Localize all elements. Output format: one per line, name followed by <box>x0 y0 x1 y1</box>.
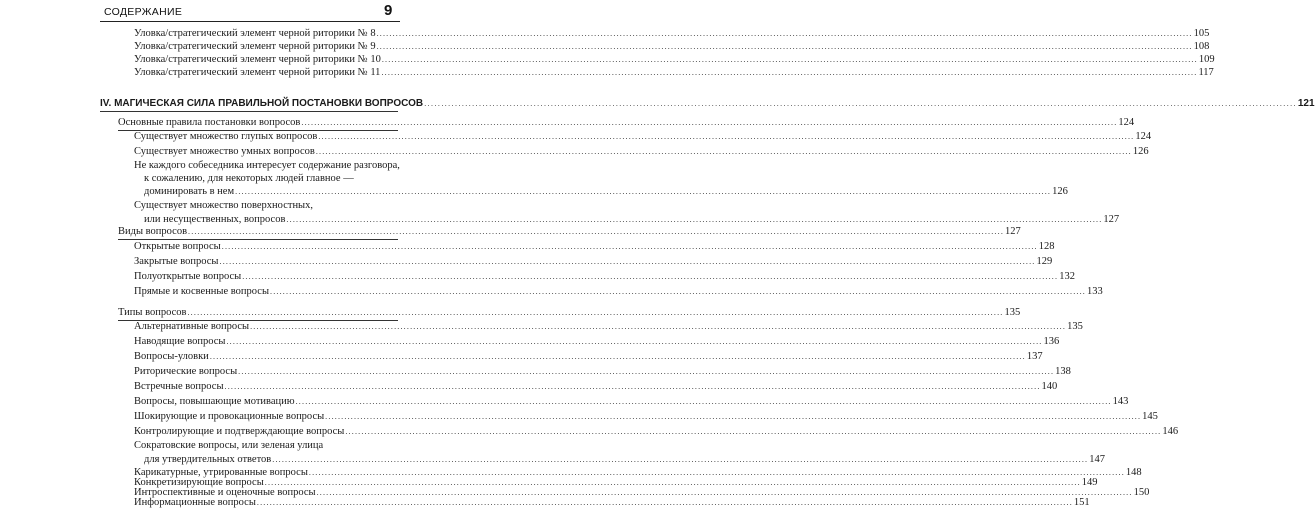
toc-entry-title: Полуоткрытые вопросы <box>134 271 242 282</box>
toc-entry-title: Типы вопросов <box>118 307 187 318</box>
leader-dots <box>382 53 1198 66</box>
toc-entry-line: доминировать в нем <box>144 186 235 197</box>
toc-entry-page: 147 <box>1089 453 1105 465</box>
leader-dots <box>272 453 1088 466</box>
leader-dots <box>226 335 1042 348</box>
toc-entry[interactable] <box>134 425 1179 439</box>
toc-entry-page: 109 <box>1198 54 1215 65</box>
toc-entry-title: Уловка/стратегический элемент черной риторики № 9 <box>134 41 376 52</box>
leader-dots <box>238 365 1054 378</box>
toc-entry-title: Вопросы, повышающие мотивацию <box>134 396 295 407</box>
toc-entry-page: 148 <box>1125 467 1142 478</box>
toc-chapter-title: IV. МАГИЧЕСКАЯ СИЛА ПРАВИЛЬНОЙ ПОСТАНОВКИ ВОПРОСОВ <box>100 98 424 109</box>
leader-dots <box>377 27 1193 40</box>
toc-entry-line: для утвердительных ответов <box>144 453 272 465</box>
leader-dots <box>337 499 398 500</box>
toc-entry-page: 105 <box>1193 28 1210 39</box>
toc-entry-title: Интроспективные и оценочные вопросы <box>134 487 316 498</box>
toc-entry-page: 132 <box>1059 271 1075 282</box>
toc-entry-page: 149 <box>1081 477 1098 488</box>
toc-entry-page: 143 <box>1112 396 1129 407</box>
toc-entry-page: 137 <box>1026 351 1043 362</box>
leader-dots <box>286 213 1102 226</box>
leader-dots <box>250 320 1066 333</box>
toc-entry-title: Встречные вопросы <box>134 381 224 392</box>
toc-entry-page: 133 <box>1087 286 1103 297</box>
toc-section[interactable] <box>118 306 1021 320</box>
toc-entry[interactable] <box>134 66 1214 80</box>
leader-dots <box>242 270 1058 283</box>
toc-entry-line: к сожалению, для некоторых людей главное — <box>144 172 354 184</box>
toc-chapter-heading[interactable] <box>100 97 1315 111</box>
toc-entry-title: Уловка/стратегический элемент черной риторики № 8 <box>134 28 376 39</box>
leader-dots <box>270 285 1086 298</box>
toc-entry-line: или несущественных, вопросов <box>144 213 286 225</box>
toc-entry-page: 138 <box>1055 366 1071 377</box>
leader-dots <box>188 225 1004 238</box>
toc-entry-title: Основные правила постановки вопросов <box>118 117 301 128</box>
toc-entry-title: Уловка/стратегический элемент черной риторики № 10 <box>134 54 381 65</box>
toc-entry-page: 126 <box>1052 186 1068 197</box>
toc-entry-title <box>134 499 336 500</box>
toc-entry[interactable] <box>134 380 1058 394</box>
toc-entry-page: 127 <box>1005 226 1021 237</box>
toc-entry-title: Прямые и косвенные вопросы <box>134 286 269 297</box>
header-divider <box>100 21 400 22</box>
toc-entry-title: Существует множество умных вопросов <box>134 146 315 157</box>
toc-entry-title: Альтернативные вопросы <box>134 321 250 332</box>
leader-dots <box>316 145 1132 158</box>
chapter-rule <box>100 111 398 112</box>
toc-entry[interactable] <box>134 285 1103 299</box>
toc-entry-page: 127 <box>1103 213 1120 225</box>
toc-entry[interactable] <box>134 350 1043 364</box>
toc-entry-title: Уловка/стратегический элемент черной риторики № 11 <box>134 67 381 78</box>
toc-entry-line: Сократовские вопросы, или зеленая улица <box>134 440 324 451</box>
leader-dots <box>220 255 1036 268</box>
toc-entry-page: 135 <box>1067 321 1083 332</box>
toc-entry[interactable] <box>134 255 1053 269</box>
toc-entry[interactable] <box>134 365 1071 379</box>
leader-dots <box>424 97 1297 110</box>
leader-dots <box>235 185 1051 198</box>
toc-entry-multiline[interactable] <box>134 160 1068 198</box>
toc-entry[interactable] <box>134 320 1083 334</box>
leader-dots <box>257 496 1073 509</box>
leader-dots <box>318 130 1134 143</box>
leader-dots <box>187 306 1003 319</box>
toc-entry-line: Не каждого собеседника интересует содержание разговора, <box>134 160 400 171</box>
toc-entry[interactable] <box>134 410 1158 424</box>
toc-entry-title: Карикатурные, утрированные вопросы <box>134 467 308 478</box>
toc-entry-title: Риторические вопросы <box>134 366 238 377</box>
toc-entry[interactable] <box>134 335 1060 349</box>
toc-entry-title: Существует множество глупых вопросов <box>134 131 318 142</box>
toc-entry-page: 117 <box>1198 67 1214 78</box>
toc-entry-title: Шокирующие и провокационные вопросы <box>134 411 325 422</box>
toc-chapter-page: 121 <box>1297 98 1315 109</box>
toc-entry-title: Закрытые вопросы <box>134 256 219 267</box>
toc-entry[interactable] <box>134 27 1210 41</box>
page-number: 9 <box>384 2 393 19</box>
toc-entry-page: 129 <box>1036 256 1053 267</box>
toc-section[interactable] <box>118 225 1021 239</box>
leader-dots <box>296 395 1112 408</box>
toc-entry-page: 124 <box>1118 117 1135 128</box>
leader-dots <box>325 410 1141 423</box>
toc-entry-page: 108 <box>1193 41 1210 52</box>
toc-entry[interactable] <box>134 395 1129 409</box>
leader-dots <box>345 425 1161 438</box>
leader-dots <box>225 380 1041 393</box>
toc-entry-page: 150 <box>1133 487 1150 498</box>
toc-entry-title: Контролирующие и подтверждающие вопросы <box>134 426 345 437</box>
toc-entry-multiline[interactable] <box>134 440 1105 466</box>
toc-entry[interactable] <box>134 130 1152 144</box>
toc-entry-title: Конкретизирующие вопросы <box>134 477 264 488</box>
leader-dots <box>222 240 1038 253</box>
toc-entry[interactable] <box>134 40 1210 54</box>
leader-dots <box>301 116 1117 129</box>
toc-entry-page: 140 <box>1041 381 1058 392</box>
toc-entry-line: Существует множество поверхностных, <box>134 200 313 211</box>
toc-entry-page: 146 <box>1162 426 1179 437</box>
toc-entry[interactable] <box>134 145 1149 159</box>
toc-entry-title: Наводящие вопросы <box>134 336 226 347</box>
leader-dots <box>381 66 1197 79</box>
leader-dots <box>377 40 1193 53</box>
toc-entry-multiline[interactable] <box>134 200 1120 226</box>
toc-entry[interactable] <box>134 270 1075 284</box>
toc-entry-page: 136 <box>1043 336 1060 347</box>
toc-entry[interactable] <box>134 240 1055 254</box>
running-head-title: СОДЕРЖАНИЕ <box>104 6 183 18</box>
toc-entry-page: 135 <box>1004 307 1021 318</box>
running-head <box>0 0 500 22</box>
toc-entry-page: 151 <box>1073 497 1090 508</box>
leader-dots <box>210 350 1026 363</box>
toc-entry-page: 124 <box>1135 131 1152 142</box>
toc-entry[interactable] <box>134 53 1215 67</box>
toc-entry-title: Открытые вопросы <box>134 241 221 252</box>
toc-entry[interactable] <box>134 499 398 500</box>
toc-entry-title: Информационные вопросы <box>134 497 256 508</box>
toc-entry-page: 126 <box>1132 146 1149 157</box>
toc-entry-title: Вопросы-уловки <box>134 351 209 362</box>
toc-entry-page: 128 <box>1038 241 1055 252</box>
toc-entry-title: Виды вопросов <box>118 226 188 237</box>
toc-section[interactable] <box>118 116 1135 130</box>
toc-entry-page: 145 <box>1142 411 1158 422</box>
